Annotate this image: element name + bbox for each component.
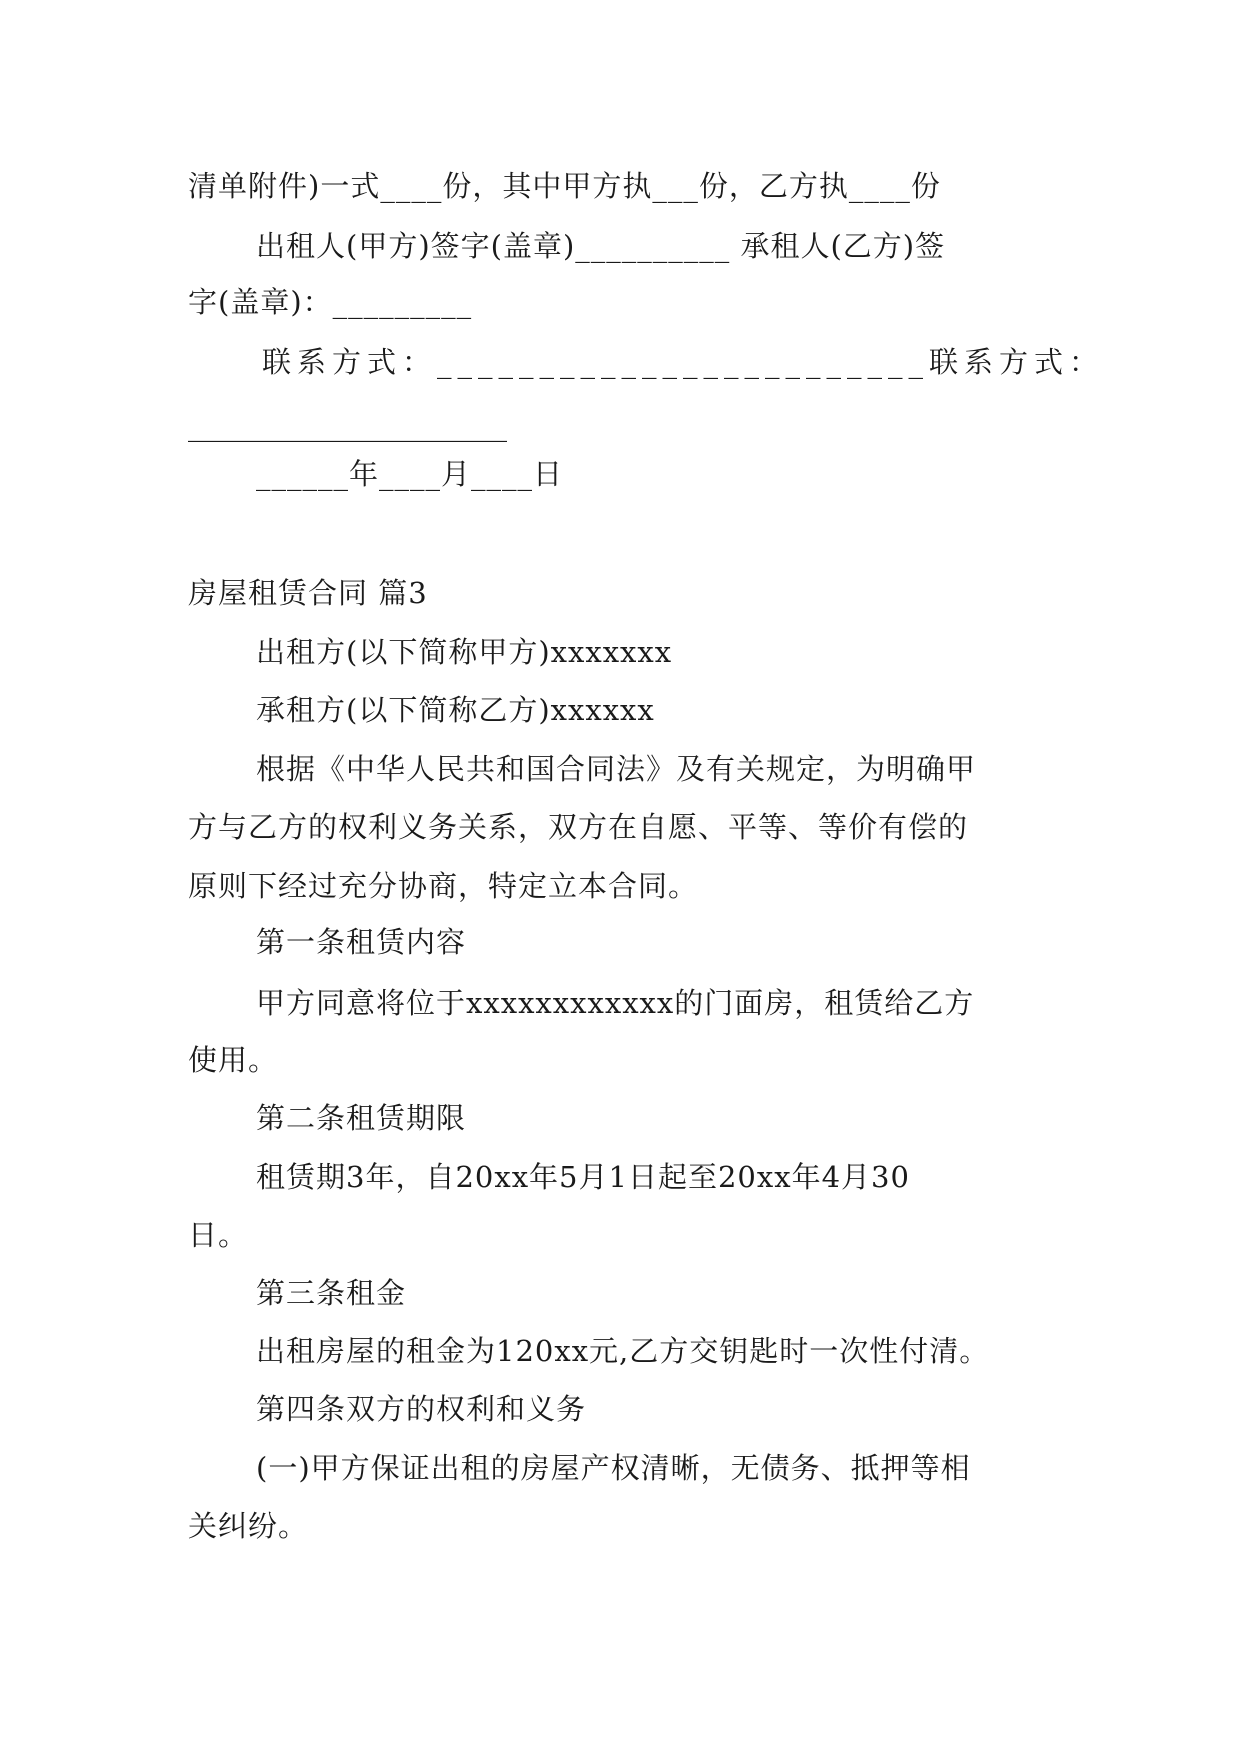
article-heading: 第二条租赁期限 [256,1101,467,1135]
text-line: 租赁期3年，自20xx年5月1日起至20xx年4月30 [256,1160,910,1194]
text-line: (一)甲方保证出租的房屋产权清晰，无债务、抵押等相 [256,1451,971,1485]
text-line: 出租房屋的租金为120xx元,乙方交钥匙时一次性付清。 [256,1334,990,1368]
text-line: 联系方式：________________________联系方式： [262,345,1105,379]
text-line: ______________________ [188,408,507,442]
date-line: ______年____月____日 [256,457,564,491]
text-line: 日。 [188,1218,249,1252]
text-line: 出租人(甲方)签字(盖章)__________ 承租人(乙方)签 [256,229,946,263]
text-line: 关纠纷。 [188,1509,309,1543]
text-line: 出租方(以下简称甲方)xxxxxxx [256,635,673,669]
text-line: 承租方(以下简称乙方)xxxxxx [256,693,655,727]
section-heading: 房屋租赁合同 篇3 [188,576,428,610]
article-heading: 第四条双方的权利和义务 [256,1392,587,1426]
text-line: 清单附件)一式____份，其中甲方执___份，乙方执____份 [188,169,941,203]
text-line: 根据《中华人民共和国合同法》及有关规定，为明确甲 [256,752,977,786]
article-heading: 第一条租赁内容 [256,925,467,959]
article-heading: 第三条租金 [256,1276,407,1310]
text-line: 字(盖章)：_________ [188,285,473,319]
text-line: 方与乙方的权利义务关系，双方在自愿、平等、等价有偿的 [188,810,969,844]
text-line: 使用。 [188,1043,279,1077]
text-line: 原则下经过充分协商，特定立本合同。 [188,869,699,903]
text-line: 甲方同意将位于xxxxxxxxxxxx的门面房，租赁给乙方 [256,986,975,1020]
